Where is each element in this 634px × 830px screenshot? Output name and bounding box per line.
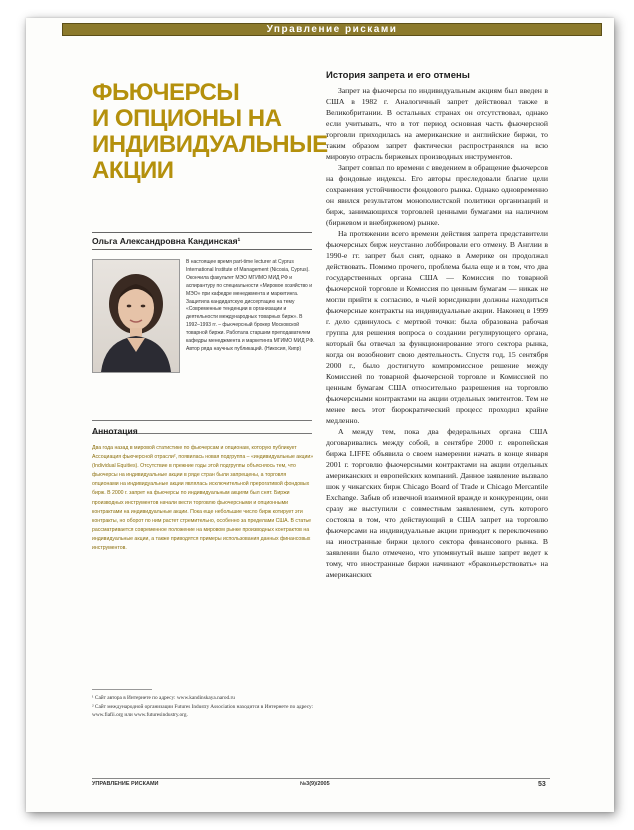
paragraph: Запрет на фьючерсы по индивидуальным акциям был введен в США в 1982 г. Аналогичный запрет действовал также в Великобритании. В остальных странах он отсутствовал, однако если учитывать, что в тот период основная часть фьючерсной торговли приходилась на американские и английские биржи, то таким образом запрет фактически распространялся на всю мировую отрасль биржевых производных инструментов. — [326, 86, 548, 161]
article-body — [326, 85, 548, 580]
author-name: Ольга Александровна Кандинская¹ — [92, 236, 241, 246]
title-line: ИНДИВИДУАЛЬНЫЕ — [92, 131, 328, 158]
section-heading: История запрета и его отмены — [326, 70, 470, 81]
section-header-title: Управление рисками — [266, 24, 398, 35]
footnote: ² Сайт международной организации Futures Industry Association находится в Интернете по адресу: www.fiafii.org или www.futuresindustry.org. — [92, 703, 314, 719]
footer-journal: УПРАВЛЕНИЕ РИСКАМИ — [92, 781, 159, 787]
abstract-text: Два года назад в мировой статистике по фьючерсам и опционам, которую публикует Ассоциация фьючерсной отрасли², появилась новая подгруппа – «индивидуальные акции» (Individual Equities). Отсутствие в прежние годы этой подгруппы объясняось тем, что фьючерсы на индивидуальные акции в ряде стран были запрещены, а торговля опционами на индивидуальные акции являлась исключительной прерогативой фондовых бирж. В 2000 г. запрет на фьючерсы по индивидуальным акциям был снят. Биржи производных инструментов начали вести торговлю фьючерсными и опционными контрактами на индивидуальные акции. Пока еще небольшие число бирж котирует эти контракты, но оборот по ним растет стремительно, особенно за пределами США. В статье рассматривается современное положение на мировом рынке производных контрактов на индивидуальные акции, а также приводятся примеры использования данных финансовых инструментов. — [92, 445, 314, 552]
divider — [92, 232, 312, 233]
footer-issue: №3(9)/2005 — [300, 781, 330, 787]
paragraph: Запрет совпал по времени с введением в обращение фьючерсов на фондовые индексы. Его авторы преследовали благие цели сохранения устойчивости фондового рынка. Однако одновременно он явился результатом монополистской политики организаций и бирж, занимающихся торговлей ценными бумагами на наличном (биржевом и внебиржевом) рынке. — [326, 163, 548, 227]
author-photo — [92, 259, 180, 373]
author-bio: В настоящее время part-time lecturer at Cyprus International Institute of Management (Nicosia, Cyprus). Окончила факультет МЭО МГИМО МИД РФ и аспирантуру по специальности «Мировое хозяйство и МЭО» при кафедре менеджмента и маркетинга. Защитила кандидатскую диссертацию на тему «Современные тенденции в организации и деятельности международных товарных бирж». В 1992–1993 гг. – фьючерсный брокер Московской товарной биржи. Работала старшим преподавателем кафедры менеджмента и маркетинга МГИМО МИД РФ. Автор ряда научных публикаций. (Никосия, Кипр) — [186, 259, 315, 352]
article-title — [92, 79, 328, 184]
title-line: ФЬЮЧЕРСЫ — [92, 79, 240, 106]
page-number: 53 — [538, 781, 546, 788]
annotation-title: Аннотация — [92, 426, 138, 436]
footnote: ¹ Сайт автора в Интернете по адресу: www.kandinskaya.narod.ru — [92, 695, 235, 701]
divider — [92, 249, 312, 250]
title-line: АКЦИИ — [92, 157, 174, 184]
section-header-bar — [62, 23, 602, 36]
title-line: И ОПЦИОНЫ НА — [92, 105, 282, 132]
footer-rule — [92, 778, 550, 779]
paragraph: На протяжении всего времени действия запрета представители фьючерсных бирж неустанно лоббировали его отмену. В Англии в 1990-е гг. запрет был снят, однако в Америке он продолжал действовать. Помимо прочего, проблема была еще и в том, что два государственных органа США — Комиссия по товарной фьючерсной торговле и Комиссия по ценным бумагам — никак не могли прийти к согласию, в чьей юрисдикции должны находиться фьючерсные контракты на индивидуальные акции. Наконец в 1999 г. дело сдвинулось с мертвой точки: была образована рабочая группа для решения вопроса о создании регулирующего органа, который бы отвечал за функционирование этого сектора рынка, когда он возобновит свою деятельность. Спустя год, 15 сентября 2000 г., было достигнуто компромиссное решение между Комиссией по товарной фьючерсной торговле и Комиссией по ценным бумагам США относительно разрешения на торговлю фьючерсными контрактами на акции отдельных эмитентов. Тем не менее весь этот бюрократический процесс проходил крайне медленно. — [326, 229, 548, 425]
footnotes — [92, 694, 314, 720]
paragraph: А между тем, пока два федеральных органа США договаривались между собой, в сентябре 2000 г. европейская биржа LIFFE объявила о своем намерении начать в конце января 2001 г. торговлю фьючерсными контрактами на акции отдельных американских и европейских компаний. Данное заявление вызвало шок у чикагских бирж Chicago Board of Trade и Chicago Mercantile Exchange. Забыв об извечной взаимной вражде и конкуренции, они сразу же выступили с совместным заявлением, суть которого состояла в том, что действующий в США запрет на торговлю фьючерсами на индивидуальные акции приводит к переключению на иностранные биржи целого сектора финансового рынка. В заявлении было отмечено, что упомянутый выше запрет ведет к тому, что иностранные биржи начинают «браконьерствовать» на американских — [326, 427, 548, 579]
annotation-header — [92, 420, 312, 434]
footnote-rule — [92, 689, 152, 690]
